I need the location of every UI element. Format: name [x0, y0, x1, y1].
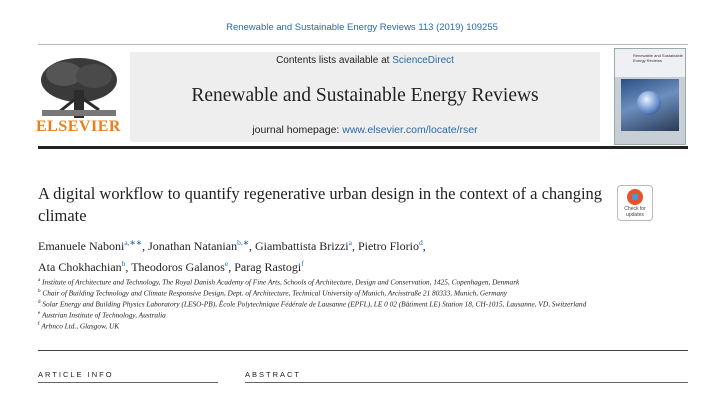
affiliation: $^a$ Institute of Architecture and Technology, The Royal Danish Academy of Fine Arts, Schools of Architecture, Design and Conservation, 1425, Copenhagen, Denmark — [38, 277, 520, 287]
author-affiliation-mark[interactable]: f — [301, 259, 304, 268]
affiliation: $^b$ Chair of Building Technology and Climate Responsive Design, Dept. of Architecture, Technical University of Munich, Arcisstraße 21 80333, Munich, Germany — [38, 288, 508, 298]
journal-name: Renewable and Sustainable Energy Reviews — [191, 85, 539, 106]
affiliation-list — [38, 276, 658, 331]
header-thick-rule — [38, 146, 688, 149]
author[interactable]: Ata Chokhachian$^b$ — [38, 259, 126, 274]
article-title: A digital workflow to quantify regenerative urban design in the context of a changing climate — [38, 184, 603, 225]
article-info-rule — [38, 382, 218, 383]
cover-title: Renewable and Sustainable Energy Reviews — [633, 53, 683, 63]
author-list: Emanuele Naboni$^{a,∗∗}$, Jonathan Natanian$^{b,∗}$, Giambattista Brizzi$^a$, Pietro Florio$^d$, Ata Chokhachian$^b$, Theodoros Galanos$^e$, Parag Rastogi$^f$ — [38, 238, 426, 274]
affiliation-divider — [38, 350, 688, 351]
article-info-heading: ARTICLE INFO — [38, 370, 114, 379]
affiliation: $^d$ Solar Energy and Building Physics Laboratory (LESO-PB), École Polytechnique Fédérale de Lausanne (EPFL), LE 0 02 (Bâtiment LE) Station 18, CH-1015, Lausanne, VD, Switzerland — [38, 299, 587, 309]
affiliation: $^e$ Austrian Institute of Technology, Australia — [38, 310, 166, 320]
crossmark-label: Check for updates — [624, 206, 646, 218]
author-affiliation-mark[interactable]: a — [348, 238, 352, 247]
journal-citation[interactable]: Renewable and Sustainable Energy Reviews 113 (2019) 109255 — [226, 22, 498, 33]
author-affiliation-mark[interactable]: e — [224, 259, 229, 268]
sciencedirect-link[interactable]: ScienceDirect — [392, 55, 454, 66]
author-affiliation-mark[interactable]: a,∗∗ — [124, 238, 143, 247]
author[interactable]: Giambattista Brizzi$^a$ — [254, 238, 352, 253]
contents-prefix: Contents lists available at — [276, 55, 393, 66]
author-affiliation-mark[interactable]: b — [121, 259, 126, 268]
affiliation: $^f$ Arbnco Ltd., Glasgow, UK — [38, 321, 120, 331]
homepage-line — [130, 124, 600, 136]
globe-icon — [637, 91, 661, 115]
author[interactable]: Emanuele Naboni$^{a,∗∗}$ — [38, 238, 143, 253]
abstract-rule — [245, 382, 688, 383]
elsevier-wordmark: ELSEVIER — [36, 118, 121, 135]
contents-line — [130, 55, 600, 66]
abstract-heading: ABSTRACT — [245, 370, 302, 379]
check-for-updates-button[interactable] — [617, 185, 653, 221]
homepage-link[interactable]: www.elsevier.com/locate/rser — [342, 124, 478, 136]
author[interactable]: Pietro Florio$^d$ — [357, 238, 423, 253]
journal-cover-thumbnail[interactable] — [614, 48, 686, 145]
crossmark-icon — [627, 189, 643, 205]
homepage-prefix: journal homepage: — [252, 124, 343, 136]
author-affiliation-mark[interactable]: b,∗ — [237, 238, 249, 247]
author[interactable]: Parag Rastogi$^f$ — [234, 259, 304, 274]
author[interactable]: Theodoros Galanos$^e$ — [131, 259, 229, 274]
header-divider — [38, 44, 688, 45]
author-affiliation-mark[interactable]: d — [418, 238, 423, 247]
author[interactable]: Jonathan Natanian$^{b,∗}$ — [148, 238, 249, 253]
